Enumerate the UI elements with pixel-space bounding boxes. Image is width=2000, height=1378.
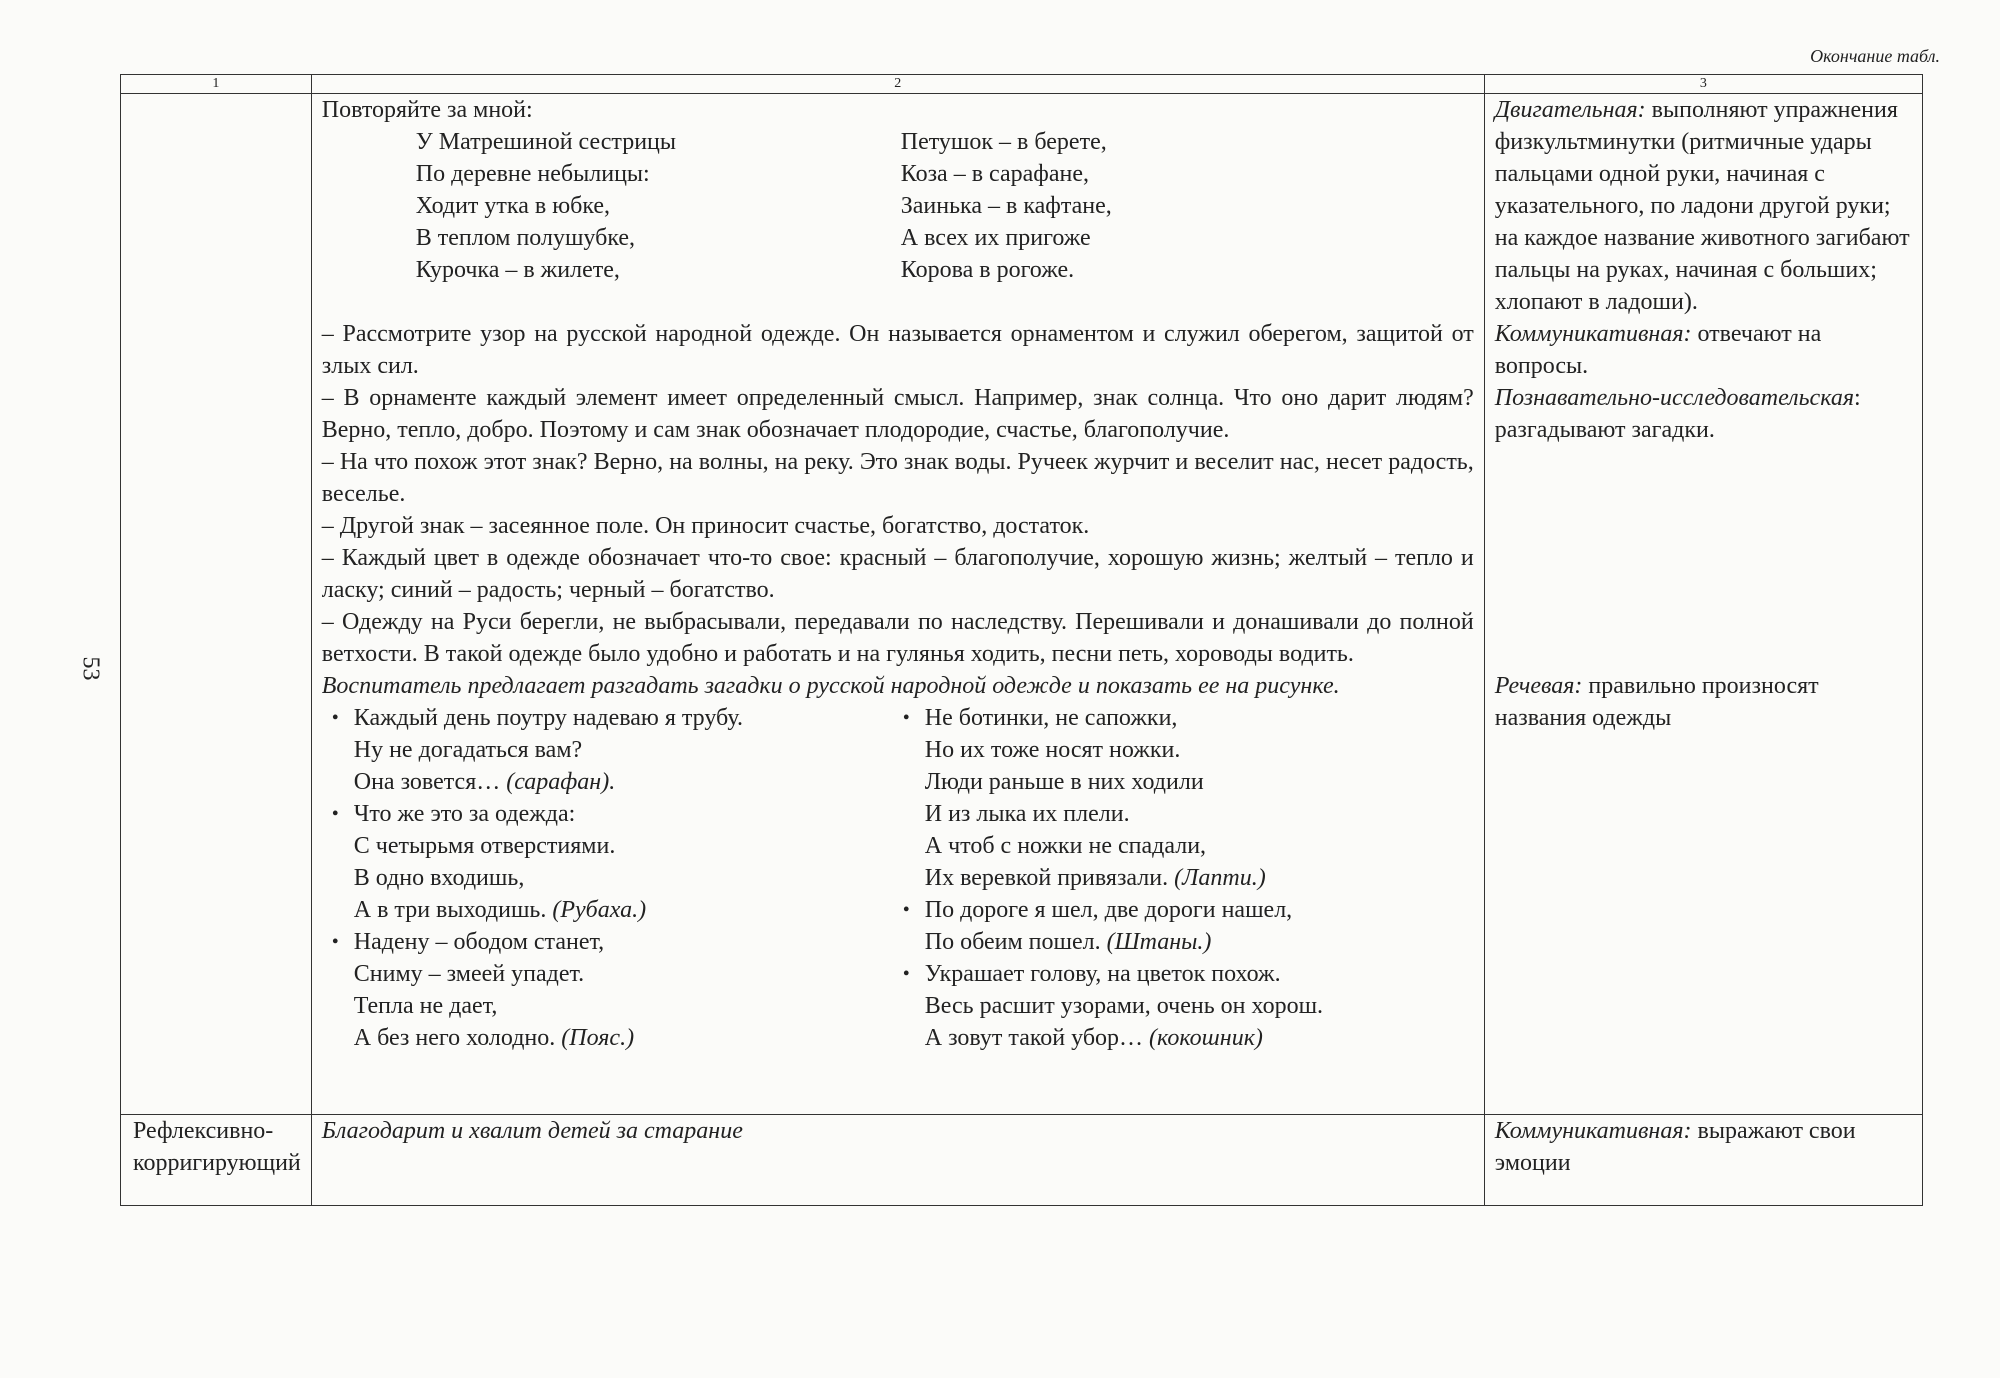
table-header-row [121, 75, 1923, 94]
verse-line: У Матрешиной сестрицы [415, 129, 676, 155]
bullet-icon: • [902, 707, 910, 729]
bullet-icon: • [331, 803, 339, 825]
verse-line: Корова в рогоже. [900, 257, 1075, 283]
riddle-line: • Что же это за одежда: [332, 798, 903, 830]
verse-intro: Повторяйте за мной: [321, 97, 533, 123]
paragraph: – В орнаменте каждый элемент имеет определенный смысл. Например, знак солнца. Что оно дарит людям? Верно, тепло, добро. Поэтому и сам знак обозначает плодородие, счастье, благополучие. [321, 385, 1474, 443]
riddle-line: А чтоб с ножки не спадали, [924, 833, 1207, 859]
content-cell [311, 94, 1484, 1115]
activity-cognitive: Познавательно-исследовательская: разгадывают загадки. [1494, 385, 1861, 443]
riddle-answer: (Штаны.) [1106, 929, 1212, 955]
stage-cell: Рефлексивно-корригирующий [121, 1115, 312, 1206]
riddle-line: • По дороге я шел, две дороги нашел, [903, 894, 1474, 926]
riddle-line: Весь расшит узорами, очень он хорош. [924, 993, 1324, 1019]
activity-motor: Двигательная: выполняют упражнения физкультминутки (ритмичные удары пальцами одной руки, начиная с указательного, по ладони другой руки; на каждое название животного загибают пальцы на руках, начиная с больших; хлопают в ладоши). [1494, 97, 1910, 315]
bullet-icon: • [902, 963, 910, 985]
content-cell: Благодарит и хвалит детей за старание [311, 1115, 1484, 1206]
riddle-line: А в три выходишь. (Рубаха.) [353, 897, 647, 923]
bullet-icon: • [331, 707, 339, 729]
verse-line: А всех их пригоже [900, 225, 1091, 251]
header-cell-1: 1 [121, 75, 312, 94]
activity-types-cell [1484, 94, 1922, 1115]
verse-line: По деревне небылицы: [415, 161, 650, 187]
riddle-answer: (сарафан). [506, 769, 616, 795]
riddle-line: Тепла не дает, [353, 993, 498, 1019]
riddle-line: Ну не догадаться вам? [353, 737, 583, 763]
paragraph: – На что похож этот знак? Верно, на волны, на реку. Это знак воды. Ручеек журчит и веселит нас, несет радость, веселье. [321, 449, 1474, 507]
riddle-answer: (Лапти.) [1174, 865, 1266, 891]
table-caption: Окончание табл. [1810, 46, 1940, 66]
riddle-line: • Каждый день поутру надеваю я трубу. [332, 702, 903, 734]
riddle-line: С четырьмя отверстиями. [353, 833, 616, 859]
verse-line: Петушок – в берете, [900, 129, 1107, 155]
riddle-line: • Не ботинки, не сапожки, [903, 702, 1474, 734]
verse [322, 126, 1474, 286]
riddle-line: И из лыка их плели. [924, 801, 1130, 827]
bullet-icon: • [331, 931, 339, 953]
activity-communicative: Коммуникативная: отвечают на вопросы. [1494, 321, 1822, 379]
verse-line: Заинька – в кафтане, [900, 193, 1112, 219]
verse-line: В теплом полушубке, [415, 225, 636, 251]
riddle-line: • Украшает голову, на цветок похож. [903, 958, 1474, 990]
paragraph: – Одежду на Руси берегли, не выбрасывали, передавали по наследству. Перешивали и донашивали до полной ветхости. В такой одежде было удобно и работать и на гулянья ходить, песни петь, хороводы водить. [321, 609, 1474, 667]
lesson-table [120, 74, 1923, 1206]
bullet-icon: • [902, 899, 910, 921]
riddle-answer: (Пояс.) [561, 1025, 635, 1051]
paragraph: – Другой знак – засеянное поле. Он приносит счастье, богатство, достаток. [321, 513, 1090, 539]
riddle-line: В одно входишь, [353, 865, 525, 891]
verse-right-column [901, 126, 1386, 286]
riddles-left-column [332, 702, 903, 1054]
riddle-line: По обеим пошел. (Штаны.) [924, 929, 1212, 955]
riddles-right-column [903, 702, 1474, 1054]
riddle-line: • Надену – ободом станет, [332, 926, 903, 958]
table-row [121, 94, 1923, 1115]
activity-types-cell: Коммуникативная: выражают свои эмоции [1484, 1115, 1922, 1206]
riddle-line: А зовут такой убор… (кокошник) [924, 1025, 1263, 1051]
verse-left-column [416, 126, 901, 286]
table-row [121, 1115, 1923, 1206]
page-number: 53 [77, 656, 104, 681]
activity-speech: Речевая: правильно произносят названия одежды [1494, 673, 1819, 731]
verse-line: Курочка – в жилете, [415, 257, 620, 283]
riddle-line: Сниму – змеей упадет. [353, 961, 585, 987]
paragraph: – Каждый цвет в одежде обозначает что-то свое: красный – благополучие, хорошую жизнь; желтый – тепло и ласку; синий – радость; черный – богатство. [321, 545, 1474, 603]
riddles [322, 702, 1474, 1054]
verse-line: Ходит утка в юбке, [415, 193, 611, 219]
riddle-line: Но их тоже носят ножки. [924, 737, 1181, 763]
header-cell-2: 2 [311, 75, 1484, 94]
stage-cell-empty [121, 94, 312, 1115]
verse-line: Коза – в сарафане, [900, 161, 1089, 187]
riddle-line: А без него холодно. (Пояс.) [353, 1025, 635, 1051]
paragraph: – Рассмотрите узор на русской народной одежде. Он называется орнаментом и служил оберегом, защитой от злых сил. [321, 321, 1474, 379]
riddle-answer: (кокошник) [1149, 1025, 1263, 1051]
teacher-instruction: Воспитатель предлагает разгадать загадки о русской народной одежде и показать ее на рисунке. [321, 673, 1340, 699]
header-cell-3: 3 [1484, 75, 1922, 94]
riddle-line: Люди раньше в них ходили [924, 769, 1204, 795]
riddle-line: Она зовется… (сарафан). [353, 769, 616, 795]
riddle-line: Их веревкой привязали. (Лапти.) [924, 865, 1266, 891]
riddle-answer: (Рубаха.) [552, 897, 647, 923]
